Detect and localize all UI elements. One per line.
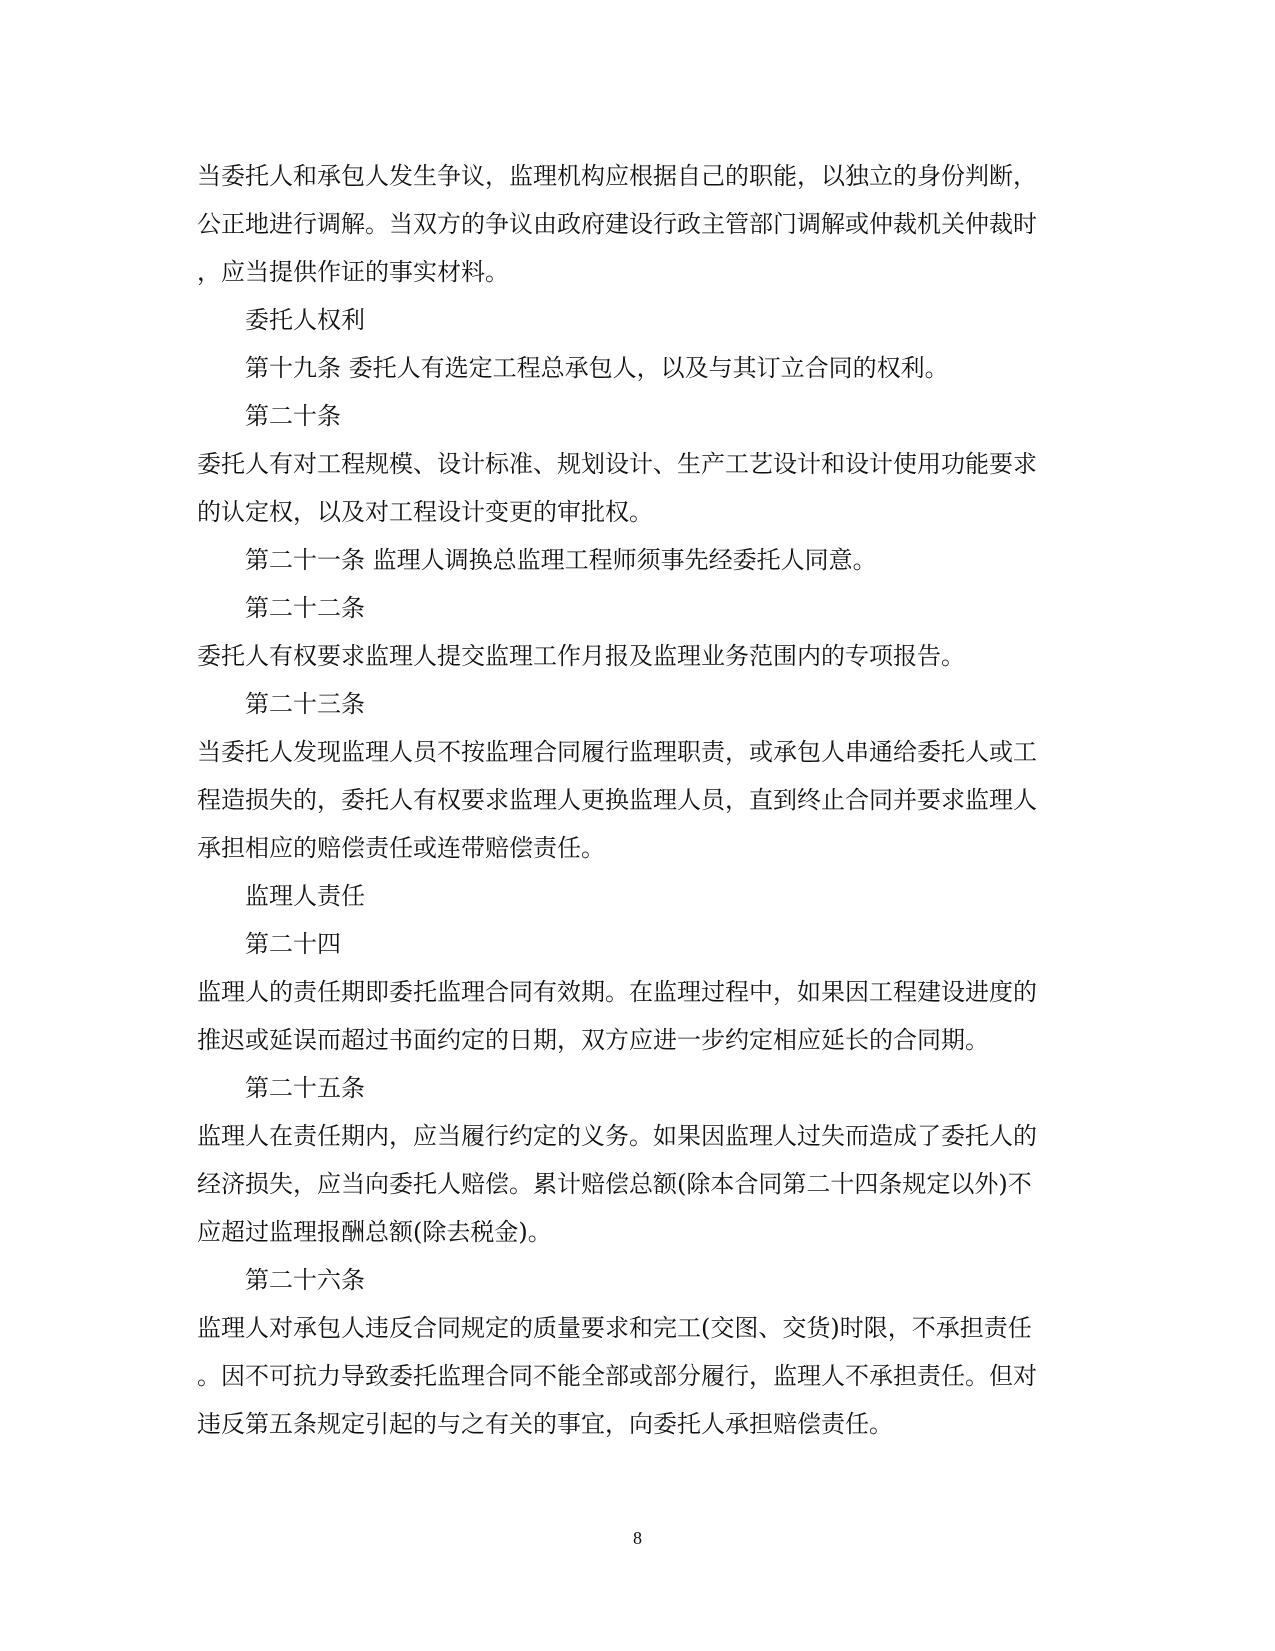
section-heading-client-rights: 委托人权利 xyxy=(245,306,365,334)
article-24-heading: 第二十四 xyxy=(245,930,341,958)
paragraph-line: 委托人有权要求监理人提交监理工作月报及监理业务范围内的专项报告。 xyxy=(197,642,965,670)
paragraph-line: 监理人对承包人违反合同规定的质量要求和完工(交图、交货)时限，不承担责任 xyxy=(197,1314,1032,1342)
paragraph-line: 当委托人发现监理人员不按监理合同履行监理职责，或承包人串通给委托人或工 xyxy=(197,738,1037,766)
article-25-heading: 第二十五条 xyxy=(245,1074,365,1102)
paragraph-line: ，应当提供作证的事实材料。 xyxy=(197,258,509,286)
paragraph-line: 经济损失，应当向委托人赔偿。累计赔偿总额(除本合同第二十四条规定以外)不 xyxy=(197,1170,1032,1198)
paragraph-line: 程造损失的，委托人有权要求监理人更换监理人员，直到终止合同并要求监理人 xyxy=(197,786,1037,814)
paragraph-line: 的认定权，以及对工程设计变更的审批权。 xyxy=(197,498,653,526)
article-21: 第二十一条 监理人调换总监理工程师须事先经委托人同意。 xyxy=(245,546,877,574)
paragraph-line: 当委托人和承包人发生争议，监理机构应根据自己的职能，以独立的身份判断， xyxy=(197,162,1037,190)
paragraph-line: 推迟或延误而超过书面约定的日期，双方应进一步约定相应延长的合同期。 xyxy=(197,1026,989,1054)
paragraph-line: 委托人有对工程规模、设计标准、规划设计、生产工艺设计和设计使用功能要求 xyxy=(197,450,1037,478)
article-19: 第十九条 委托人有选定工程总承包人，以及与其订立合同的权利。 xyxy=(245,354,949,382)
paragraph-line: 公正地进行调解。当双方的争议由政府建设行政主管部门调解或仲裁机关仲裁时 xyxy=(197,210,1037,238)
page-number: 8 xyxy=(633,1528,642,1548)
section-heading-supervisor-liability: 监理人责任 xyxy=(245,882,365,910)
paragraph-line: 。因不可抗力导致委托监理合同不能全部或部分履行，监理人不承担责任。但对 xyxy=(197,1362,1037,1390)
article-26-heading: 第二十六条 xyxy=(245,1266,365,1294)
paragraph-line: 监理人在责任期内，应当履行约定的义务。如果因监理人过失而造成了委托人的 xyxy=(197,1122,1037,1150)
paragraph-line: 监理人的责任期即委托监理合同有效期。在监理过程中，如果因工程建设进度的 xyxy=(197,978,1037,1006)
paragraph-line: 承担相应的赔偿责任或连带赔偿责任。 xyxy=(197,834,605,862)
document-body xyxy=(197,152,1077,1448)
article-23-heading: 第二十三条 xyxy=(245,690,365,718)
article-20-heading: 第二十条 xyxy=(245,402,341,430)
article-22-heading: 第二十二条 xyxy=(245,594,365,622)
paragraph-line: 违反第五条规定引起的与之有关的事宜，向委托人承担赔偿责任。 xyxy=(197,1410,893,1438)
paragraph-line: 应超过监理报酬总额(除去税金)。 xyxy=(197,1218,552,1246)
